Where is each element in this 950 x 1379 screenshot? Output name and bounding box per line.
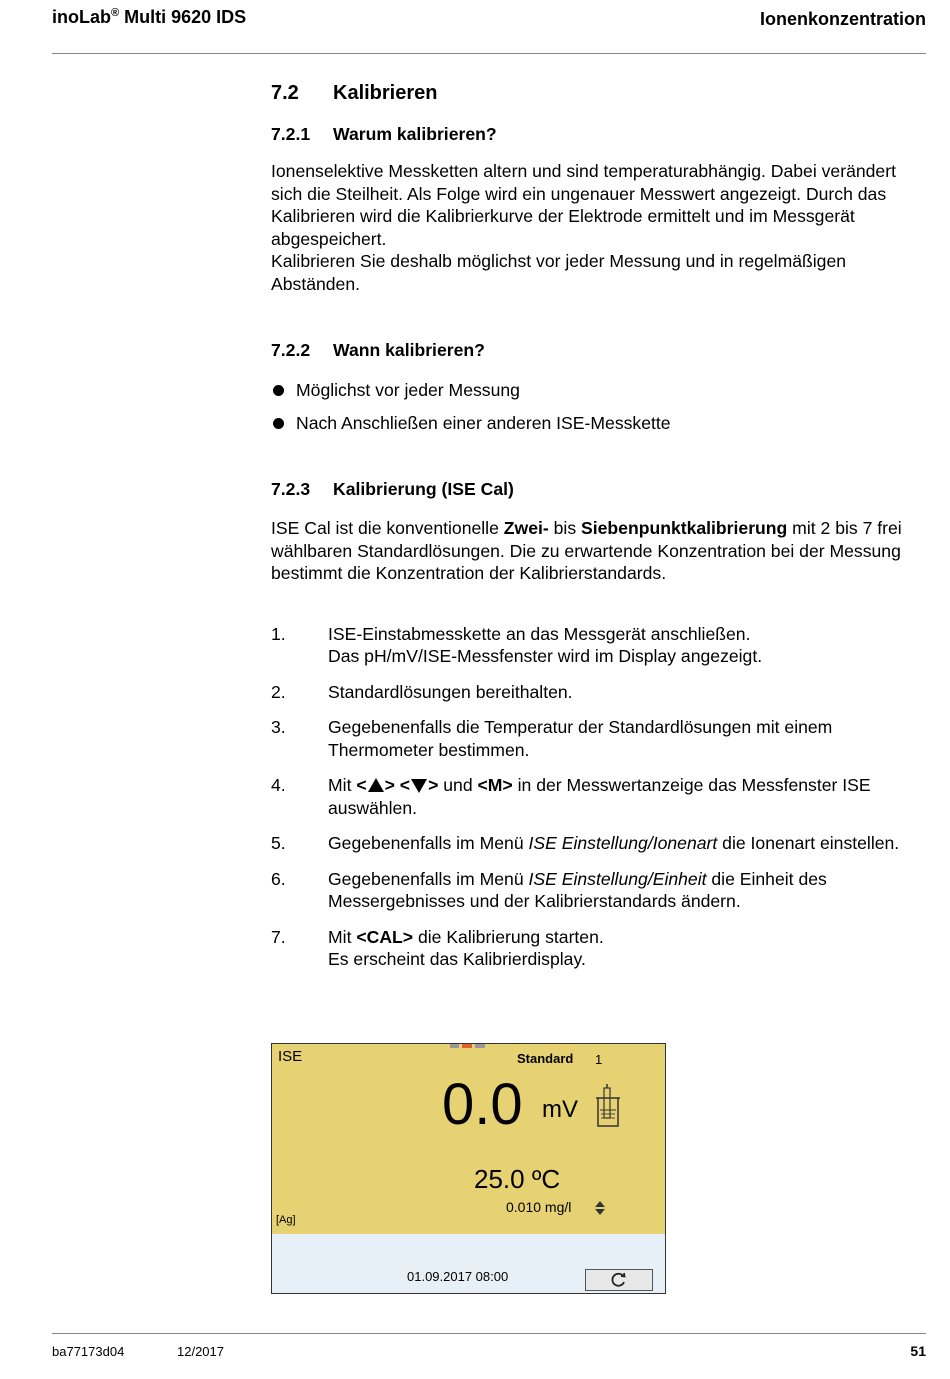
page-number: 51 bbox=[910, 1343, 926, 1359]
up-down-arrows-icon bbox=[595, 1201, 605, 1215]
section-title: Kalibrieren bbox=[333, 81, 438, 104]
arrow-up-icon bbox=[368, 778, 384, 792]
subsection-title: Warum kalibrieren? bbox=[333, 123, 497, 144]
date-time: 01.09.2017 08:00 bbox=[407, 1269, 509, 1284]
key-bracket: > bbox=[428, 775, 439, 795]
display-mode: ISE bbox=[278, 1048, 303, 1065]
section-heading bbox=[271, 80, 927, 106]
text: ISE Cal ist die konventionelle bbox=[271, 518, 504, 538]
text: Mit bbox=[328, 775, 357, 795]
text: die Einheit des Messergebnisses und der Kalibrierstandards ändern. bbox=[328, 868, 827, 911]
list-item-text: Möglichst vor jeder Messung bbox=[296, 379, 520, 400]
text: ISE-Einstabmesskette an das Messgerät anschließen. bbox=[328, 623, 751, 644]
step-number: 5. bbox=[271, 833, 286, 853]
step-number: 2. bbox=[271, 681, 286, 702]
text: bis bbox=[548, 518, 582, 538]
step-number: 6. bbox=[271, 868, 286, 889]
step-number: 4. bbox=[271, 775, 286, 795]
bold-text: Zwei- bbox=[503, 518, 549, 538]
step-number: 7. bbox=[271, 926, 286, 947]
temperature-value: 25.0 ºC bbox=[474, 1164, 561, 1194]
step-item bbox=[271, 868, 927, 913]
footer-date: 12/2017 bbox=[177, 1344, 224, 1359]
step-text: Standardlösungen bereithalten. bbox=[328, 681, 573, 702]
bullet-icon bbox=[273, 385, 284, 396]
status-indicator bbox=[450, 1044, 459, 1048]
key-label: <M> bbox=[477, 775, 513, 795]
ion-type: [Ag] bbox=[276, 1214, 296, 1226]
list-item bbox=[271, 411, 927, 435]
subsection-number: 7.2.2 bbox=[271, 339, 311, 360]
paragraph: Ionenselektive Messketten altern und sind temperaturabhängig. Dabei verändert sich die Steilheit. Als Folge wird ein ungenauer Messwert angezeigt. Durch das Kalibrieren wird die Kalibrierkurve der Elektrode ermittelt und im Messgerät abgespeichert. bbox=[271, 161, 896, 249]
text: und bbox=[438, 775, 478, 795]
step-number: 3. bbox=[271, 717, 286, 737]
step-item bbox=[271, 716, 927, 761]
menu-path: ISE Einstellung/Ionenart bbox=[528, 833, 718, 853]
list-item bbox=[271, 378, 927, 402]
step-text bbox=[328, 832, 927, 855]
subsection-title: Wann kalibrieren? bbox=[333, 339, 485, 360]
step-item bbox=[271, 832, 927, 855]
product-brand: inoLab bbox=[52, 7, 111, 27]
text: die Ionenart einstellen. bbox=[717, 833, 900, 853]
measured-value: 0.0 bbox=[442, 1072, 523, 1137]
standard-label: Standard bbox=[517, 1051, 574, 1066]
bullet-icon bbox=[273, 418, 284, 429]
step-text bbox=[328, 926, 927, 971]
step-text bbox=[328, 623, 927, 668]
header-chapter: Ionenkonzentration bbox=[760, 9, 926, 29]
status-indicator bbox=[462, 1044, 472, 1048]
refresh-icon bbox=[611, 1272, 627, 1288]
calibration-display bbox=[271, 1043, 666, 1294]
paragraph bbox=[271, 517, 927, 585]
registered-mark: ® bbox=[111, 7, 120, 19]
subsection-heading-3 bbox=[271, 477, 927, 501]
standard-number: 1 bbox=[595, 1052, 603, 1067]
key-bracket: > bbox=[384, 775, 395, 795]
step-text: Gegebenenfalls die Temperatur der Standardlösungen mit einem Thermometer bestimmen. bbox=[328, 717, 833, 760]
step-item bbox=[271, 681, 927, 704]
status-indicator bbox=[475, 1044, 485, 1048]
key-bracket: < bbox=[356, 775, 367, 795]
text: die Kalibrierung starten. bbox=[413, 926, 604, 947]
measured-unit: mV bbox=[542, 1096, 578, 1123]
lcd-measurement-area bbox=[272, 1044, 665, 1234]
text: Gegebenenfalls im Menü bbox=[328, 868, 529, 889]
standard-concentration: 0.010 mg/l bbox=[506, 1199, 572, 1215]
key-label: <CAL> bbox=[356, 926, 414, 947]
softkey-button[interactable] bbox=[585, 1269, 653, 1291]
text: Es erscheint das Kalibrierdisplay. bbox=[328, 949, 586, 969]
text: Mit bbox=[328, 926, 357, 947]
header-product bbox=[52, 7, 246, 28]
footer-doc-id: ba77173d04 bbox=[52, 1344, 125, 1359]
beaker-icon bbox=[594, 1084, 622, 1130]
step-number: 1. bbox=[271, 623, 286, 644]
subsection-title: Kalibrierung (ISE Cal) bbox=[333, 478, 514, 499]
text: in der Messwertanzeige das Messfenster ISE auswählen. bbox=[328, 775, 871, 818]
menu-path: ISE Einstellung/Einheit bbox=[528, 868, 707, 889]
product-model: Multi 9620 IDS bbox=[119, 7, 247, 27]
subsection-number: 7.2.3 bbox=[271, 478, 311, 499]
paragraph: Kalibrieren Sie deshalb möglichst vor jeder Messung und in regelmäßigen Abständen. bbox=[271, 251, 847, 294]
text: Gegebenenfalls im Menü bbox=[328, 833, 529, 853]
footer-rule bbox=[52, 1333, 926, 1334]
step-item bbox=[271, 623, 927, 668]
step-item bbox=[271, 774, 927, 819]
text: mit 2 bis 7 frei wählbaren Standardlösungen. Die zu erwartende Konzentration bei der Messung bestimmt die Konzentration der Kalibrierstandards. bbox=[271, 518, 902, 583]
text: Das pH/mV/ISE-Messfenster wird im Display angezeigt. bbox=[328, 646, 763, 666]
key-bracket: < bbox=[399, 775, 411, 795]
arrow-down-icon bbox=[411, 779, 427, 793]
subsection-heading-2 bbox=[271, 338, 927, 362]
step-text bbox=[328, 868, 927, 913]
subsection-number: 7.2.1 bbox=[271, 123, 311, 144]
subsection-heading-1 bbox=[271, 122, 927, 146]
step-item bbox=[271, 926, 927, 971]
main-content bbox=[271, 80, 927, 971]
bold-text: Siebenpunktkalibrierung bbox=[581, 518, 788, 538]
header-rule bbox=[52, 53, 926, 54]
section-number: 7.2 bbox=[271, 81, 299, 104]
list-item-text: Nach Anschließen einer anderen ISE-Messkette bbox=[296, 412, 671, 433]
step-text bbox=[328, 774, 927, 819]
